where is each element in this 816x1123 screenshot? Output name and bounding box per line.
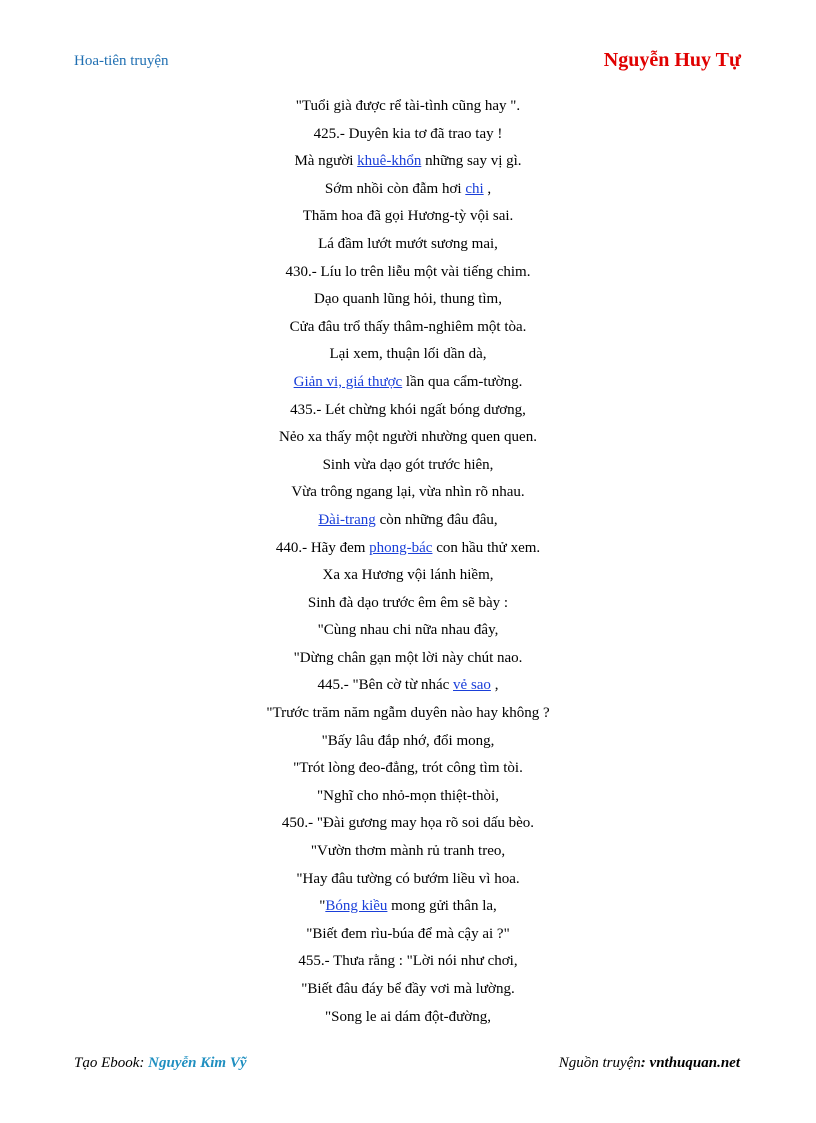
poem-line — [0, 507, 816, 535]
poem-text: "Dừng chân gạn một lời này chút nao. — [293, 649, 523, 666]
poem-text: 450.- "Đài gương may họa rõ soi dấu bèo. — [281, 815, 535, 832]
poem-line — [0, 893, 816, 921]
poem-line — [0, 783, 816, 811]
annotation-link[interactable]: phong-bác — [369, 539, 433, 556]
poem-text: 440.- Hãy đem — [275, 539, 370, 556]
footer-source-label: Nguồn truyện — [558, 1055, 641, 1071]
poem-line — [0, 314, 816, 342]
poem-body — [0, 93, 816, 1031]
poem-line — [0, 424, 816, 452]
poem-text: , — [490, 677, 499, 694]
poem-text: Sinh đà dạo trước êm êm sẽ bày : — [307, 594, 509, 611]
poem-text: những say vị gì. — [421, 153, 522, 170]
poem-line — [0, 976, 816, 1004]
poem-line — [0, 148, 816, 176]
poem-line — [0, 590, 816, 618]
poem-text: Xa xa Hương vội lánh hiềm, — [322, 567, 494, 584]
poem-text: "Nghĩ cho nhỏ-mọn thiệt-thòi, — [317, 787, 499, 804]
poem-line — [0, 479, 816, 507]
footer-source-site: vnthuquan.net — [649, 1055, 740, 1071]
annotation-link[interactable]: khuê-khổn — [357, 153, 422, 170]
footer-credit-separator: : — [139, 1055, 149, 1071]
poem-line — [0, 452, 816, 480]
poem-text: Nẻo xa thấy một người nhường quen quen. — [279, 429, 537, 446]
poem-line — [0, 369, 816, 397]
poem-line — [0, 203, 816, 231]
poem-line — [0, 176, 816, 204]
poem-line — [0, 259, 816, 287]
poem-text: "Biết đem rìu-búa để mà cậy ai ?" — [306, 925, 510, 942]
poem-text: "Song le ai dám đột-đường, — [325, 1008, 491, 1025]
poem-line — [0, 562, 816, 590]
annotation-link[interactable]: Giản vi, giá thược — [293, 373, 403, 390]
poem-text: "Cùng nhau chi nữa nhau đây, — [317, 622, 499, 639]
poem-line — [0, 535, 816, 563]
poem-text: còn những đâu đâu, — [375, 511, 498, 528]
poem-line — [0, 921, 816, 949]
poem-line — [0, 93, 816, 121]
poem-text: Dạo quanh lũng hỏi, thung tìm, — [314, 291, 502, 308]
poem-text: Lá đầm lướt mướt sương mai, — [318, 235, 498, 252]
poem-text: Sinh vừa dạo gót trước hiên, — [322, 456, 494, 473]
poem-text: Vừa trông ngang lại, vừa nhìn rõ nhau. — [291, 484, 525, 501]
poem-text: 430.- Líu lo trên liễu một vài tiếng chim. — [285, 263, 531, 280]
poem-line — [0, 810, 816, 838]
poem-text: " — [319, 898, 326, 915]
poem-text: "Trước trăm năm ngẫm duyên nào hay không ? — [266, 705, 550, 722]
poem-text: mong gửi thân la, — [387, 898, 497, 915]
poem-line — [0, 866, 816, 894]
poem-line — [0, 341, 816, 369]
poem-text: "Tuổi già được rể tài-tình cũng hay ". — [295, 98, 521, 114]
footer-credit-name: Nguyễn Kim Vỹ — [148, 1055, 247, 1071]
poem-line — [0, 286, 816, 314]
annotation-link[interactable]: Đài-trang — [318, 511, 376, 528]
footer-credit — [74, 1055, 247, 1072]
poem-line — [0, 397, 816, 425]
poem-text: Mà người — [294, 153, 358, 170]
poem-line — [0, 1004, 816, 1032]
poem-text: 425.- Duyên kia tơ đã trao tay ! — [313, 125, 503, 142]
poem-text: , — [483, 180, 492, 197]
poem-text: "Biết đâu đáy bể đầy vơi mà lường. — [301, 981, 515, 997]
poem-line — [0, 617, 816, 645]
poem-text: 445.- "Bên cờ từ nhác — [317, 677, 454, 694]
header-book-title: Hoa-tiên truyện — [74, 53, 169, 69]
poem-text: Thăm hoa đã gọi Hương-tỳ vội sai. — [302, 208, 514, 225]
poem-line — [0, 672, 816, 700]
poem-line — [0, 121, 816, 149]
poem-text: Cửa đâu trổ thấy thâm-nghiêm một tòa. — [289, 318, 527, 335]
poem-line — [0, 700, 816, 728]
poem-text: lần qua cẩm-tường. — [402, 373, 523, 390]
poem-text: con hầu thử xem. — [432, 539, 541, 556]
poem-text: "Hay đâu tường có bướm liều vì hoa. — [296, 870, 520, 887]
footer-credit-label: Tạo Ebook — [74, 1055, 140, 1071]
poem-line — [0, 645, 816, 673]
poem-text: "Trót lòng đeo-đẳng, trót công tìm tòi. — [293, 760, 523, 777]
annotation-link[interactable]: chi — [465, 180, 484, 197]
poem-text: "Vườn thơm mành rủ tranh treo, — [310, 843, 506, 860]
footer-source — [559, 1055, 740, 1072]
annotation-link[interactable]: Bóng kiều — [325, 898, 388, 915]
poem-text: Lại xem, thuận lối dần dà, — [329, 346, 487, 363]
poem-line — [0, 948, 816, 976]
poem-line — [0, 755, 816, 783]
poem-line — [0, 838, 816, 866]
annotation-link[interactable]: vẻ sao — [453, 677, 491, 694]
poem-line — [0, 231, 816, 259]
poem-text: 455.- Thưa rằng : "Lời nói như chơi, — [298, 953, 518, 970]
footer-source-separator: : — [640, 1055, 650, 1071]
poem-text: Sớm nhồi còn đẫm hơi — [324, 180, 466, 197]
poem-text: "Bấy lâu đắp nhớ, đổi mong, — [321, 732, 495, 749]
poem-line — [0, 728, 816, 756]
header-author: Nguyễn Huy Tự — [603, 49, 741, 71]
poem-text: 435.- Lét chừng khói ngất bóng dương, — [290, 401, 526, 418]
